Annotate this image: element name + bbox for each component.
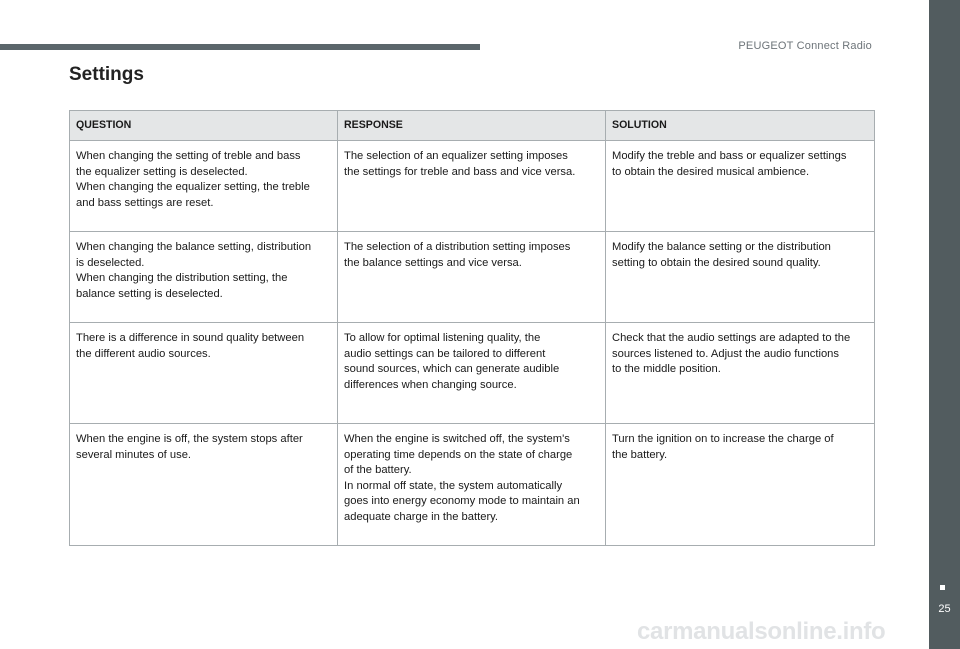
solution-text: Turn the ignition on to increase the charge of the battery. bbox=[612, 433, 834, 461]
table-row bbox=[70, 323, 875, 424]
response-cell bbox=[338, 232, 606, 323]
response-text: To allow for optimal listening quality, the audio settings can be tailored to different sound sources, which can generate audible differences when changing source. bbox=[344, 332, 560, 391]
question-text: When changing the setting of treble and bass the equalizer setting is deselected. When changing the equalizer setting, the treble and bass settings are reset. bbox=[76, 150, 310, 209]
header-brand: PEUGEOT Connect Radio bbox=[738, 40, 872, 52]
response-cell bbox=[338, 424, 606, 546]
question-cell bbox=[70, 323, 338, 424]
side-strip bbox=[929, 0, 960, 649]
response-text: When the engine is switched off, the system's operating time depends on the state of charge of the battery. In normal off state, the system automatically goes into energy economy mode to maintain an adequate charge in the battery. bbox=[344, 433, 580, 523]
response-cell bbox=[338, 141, 606, 232]
question-cell bbox=[70, 232, 338, 323]
response-text: The selection of an equalizer setting imposes the settings for treble and bass and vice versa. bbox=[344, 150, 576, 178]
solution-cell bbox=[606, 232, 875, 323]
section-title: Settings bbox=[69, 64, 144, 85]
settings-table bbox=[69, 110, 875, 546]
question-text: There is a difference in sound quality between the different audio sources. bbox=[76, 332, 305, 360]
column-header-solution: SOLUTION bbox=[606, 111, 875, 141]
table-row bbox=[70, 424, 875, 546]
question-cell bbox=[70, 424, 338, 546]
table-row bbox=[70, 232, 875, 323]
response-text: The selection of a distribution setting imposes the balance settings and vice versa. bbox=[344, 241, 571, 269]
question-text: When the engine is off, the system stops after several minutes of use. bbox=[76, 433, 303, 461]
page-number: 25 bbox=[938, 603, 951, 615]
solution-cell bbox=[606, 424, 875, 546]
solution-text: Check that the audio settings are adapted to the sources listened to. Adjust the audio functions to the middle position. bbox=[612, 332, 851, 375]
watermark: carmanualsonline.info bbox=[637, 618, 886, 645]
response-cell bbox=[338, 323, 606, 424]
question-text: When changing the balance setting, distribution is deselected. When changing the distribution setting, the balance setting is deselected. bbox=[76, 241, 312, 300]
table-header-row bbox=[70, 111, 875, 141]
question-cell bbox=[70, 141, 338, 232]
page-marker-icon bbox=[940, 585, 945, 590]
solution-cell bbox=[606, 141, 875, 232]
solution-cell bbox=[606, 323, 875, 424]
header-rule bbox=[0, 44, 480, 50]
column-header-question: QUESTION bbox=[70, 111, 338, 141]
column-header-response: RESPONSE bbox=[338, 111, 606, 141]
table-row bbox=[70, 141, 875, 232]
solution-text: Modify the treble and bass or equalizer settings to obtain the desired musical ambience. bbox=[612, 150, 847, 178]
solution-text: Modify the balance setting or the distribution setting to obtain the desired sound quality. bbox=[612, 241, 831, 269]
